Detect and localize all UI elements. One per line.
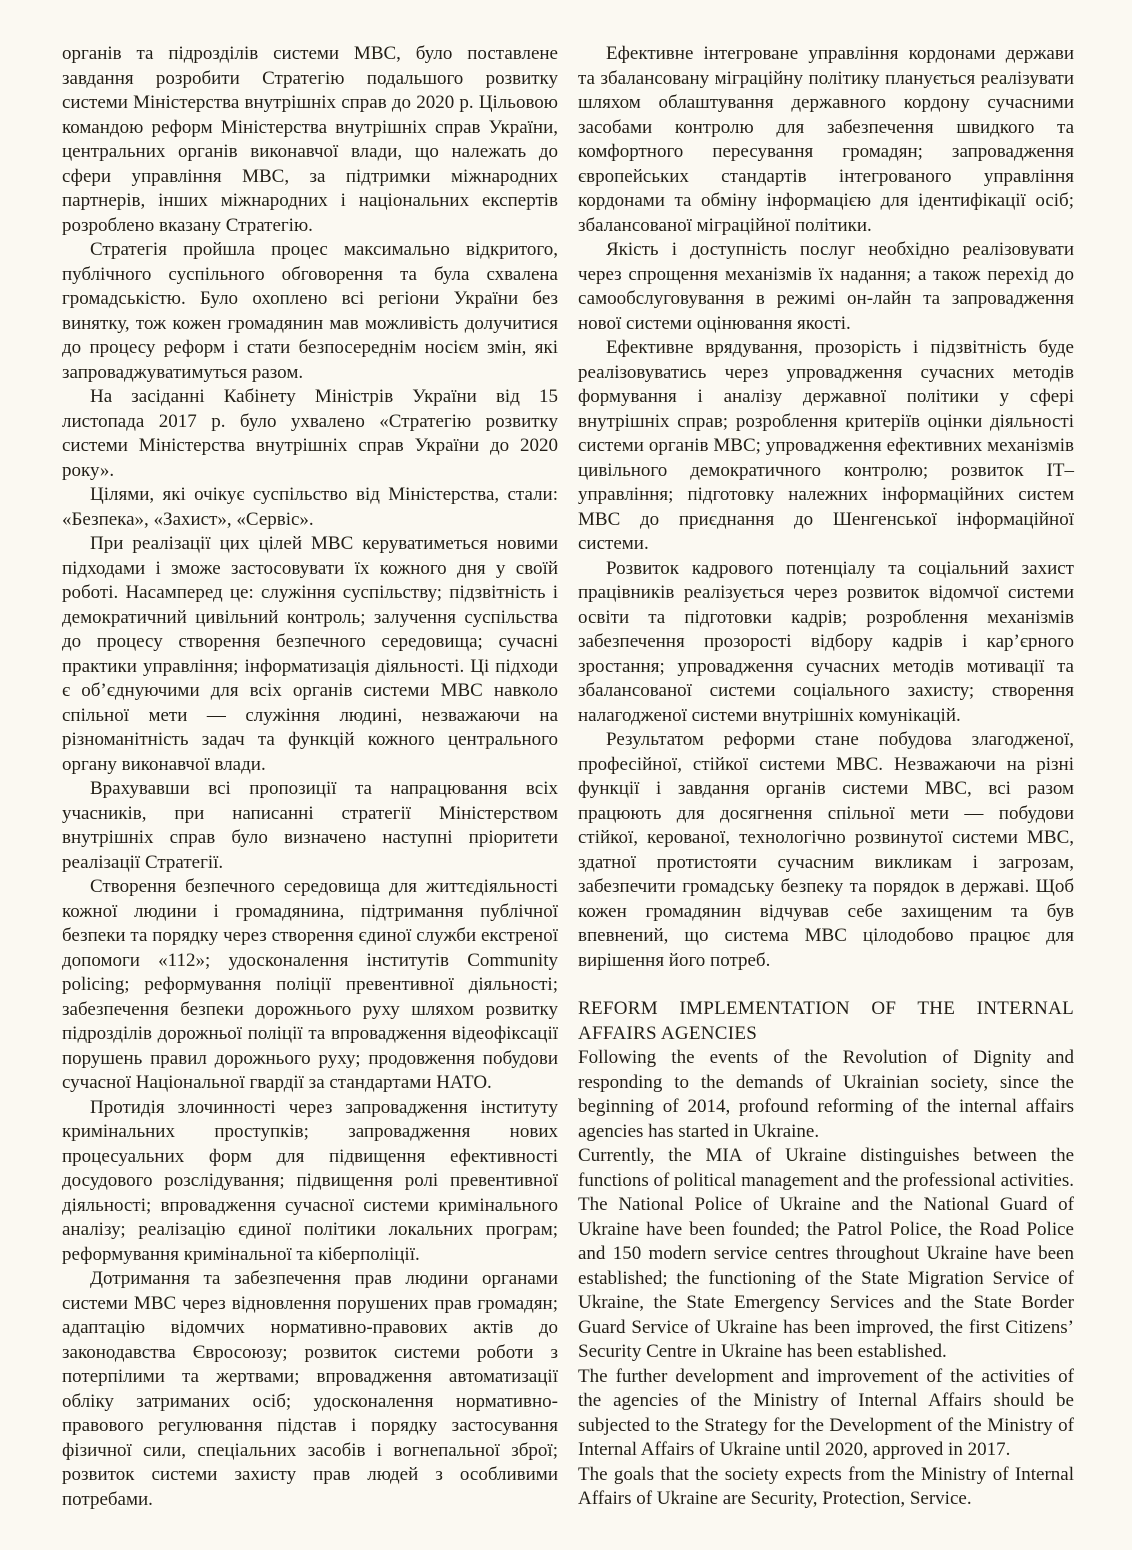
paragraph: Стратегія пройшла процес максимально відкритого, публічного суспільного обговорення та була схвалена громадськістю. Було охоплено всі регіони України без винятку, тож кожен громадянин мав можливість долучитися до процесу реформ і стати безпосереднім носієм змін, які запроваджуватимуться разом.	[62, 239, 558, 383]
paragraph: Currently, the MIA of Ukraine distinguishes between the functions of political management and the professional activities. The National Police of Ukraine and the National Guard of Ukraine have been founded; the Patrol Police, the Road Police and 150 modern service centres throughout Ukraine have been established; the functioning of the State Migration Service of Ukraine, the State Emergency Services and the State Border Guard Service of Ukraine has been improved, the first Citizens’ Security Centre in Ukraine has been established.	[578, 1145, 1074, 1362]
paragraph: Врахувавши всі пропозиції та напрацювання всіх учасників, при написанні стратегії Міністерством внутрішніх справ було визначено наступні пріоритети реалізації Стратегії.	[62, 778, 558, 873]
paragraph: Розвиток кадрового потенціалу та соціальний захист працівників реалізується через розвиток відомчої системи освіти та підготовки кадрів; розроблення механізмів забезпечення прозорості відбору кадрів і кар’єрного зростання; упровадження сучасних методів мотивації та збалансованої системи соціального захисту; створення налагодженої системи внутрішніх комунікацій.	[578, 557, 1074, 726]
paragraph: Дотримання та забезпечення прав людини органами системи МВС через відновлення порушених прав громадян; адаптацію відомчих нормативно-правових актів до законодавства Євросоюзу; розвиток системи роботи з потерпілими та жертвами; впровадження автоматизації обліку затриманих осіб; удосконалення нормативно-правового регулювання підстав і порядку застосування фізичної сили, спеціальних засобів і вогнепальної зброї; розвиток системи захисту прав людей з особливими потребами.	[62, 1268, 558, 1510]
paragraph: Ефективне інтегроване управління кордонами держави та збалансовану міграційну політику планується реалізувати шляхом облаштування державного кордону сучасними засобами контролю для забезпечення швидкого та комфортного пересування громадян; запровадження європейських стандартів інтегрованого управління кордонами та обміну інформацією для ідентифікації осіб; збалансованої міграційної політики.	[578, 43, 1074, 236]
paragraph: The goals that the society expects from the Ministry of Internal Affairs of Ukraine are Security, Protection, Service.	[578, 1463, 1074, 1509]
paragraph: The further development and improvement of the activities of the agencies of the Ministry of Internal Affairs should be subjected to the Strategy for the Development of the Ministry of Internal Affairs of Ukraine until 2020, approved in 2017.	[578, 1365, 1074, 1460]
right-column	[578, 42, 1074, 1550]
left-column	[62, 42, 558, 1550]
paragraph: Якість і доступність послуг необхідно реалізовувати через спрощення механізмів їх надання; а також перехід до самообслуговування в режимі он-лайн та запровадження нової системи оцінювання якості.	[578, 239, 1074, 334]
paragraph: Протидія злочинності через запровадження інституту кримінальних проступків; запровадження нових процесуальних форм для підвищення ефективності досудового розслідування; підвищення ролі превентивної діяльності; впровадження сучасної системи кримінального аналізу; реалізацію єдиної політики локальних програм; реформування кримінальної та кіберполіції.	[62, 1096, 558, 1265]
paragraph: Цілями, які очікує суспільство від Міністерства, стали: «Безпека», «Захист», «Сервіс».	[62, 484, 558, 530]
paragraph: Following the events of the Revolution of Dignity and responding to the demands of Ukrainian society, since the beginning of 2014, profound reforming of the internal affairs agencies has started in Ukraine.	[578, 1047, 1074, 1142]
paragraph: Створення безпечного середовища для життєдіяльності кожної людини і громадянина, підтримання публічної безпеки та порядку через створення єдиної служби екстреної допомоги «112»; удосконалення інститутів Community policing; реформування поліції превентивної діяльності; забезпечення безпеки дорожнього руху шляхом розвитку підрозділів дорожньої поліції та впровадження відеофіксації порушень правил дорожнього руху; продовження побудови сучасної Національної гвардії за стандартами НАТО.	[62, 876, 558, 1093]
section-heading: REFORM IMPLEMENTATION OF THE INTERNAL AFFAIRS AGENCIES	[578, 998, 1074, 1044]
paragraph: Результатом реформи стане побудова злагодженої, професійної, стійкої системи МВС. Незважаючи на різні функції і завдання органів системи МВС, всі разом працюють для досягнення спільної мети — побудови стійкої, керованої, технологічно розвинутої системи МВС, здатної протистояти сучасним викликам і загрозам, забезпечити громадську безпеку та порядок в державі. Щоб кожен громадянин відчував себе захищеним та був впевнений, що система МВС цілодобово працює для вирішення його потреб.	[578, 729, 1074, 971]
paragraph: При реалізації цих цілей МВС керуватиметься новими підходами і зможе застосовувати їх кожного дня у своїй роботі. Насамперед це: служіння суспільству; підзвітність і демократичний цивільний контроль; залучення суспільства до процесу створення безпечного середовища; сучасні практики управління; інформатизація діяльності. Ці підходи є об’єднуючими для всіх органів системи МВС навколо спільної мети — служіння людині, незважаючи на різноманітність задач та функцій кожного центрального органу виконавчої влади.	[62, 533, 558, 775]
paragraph: Ефективне врядування, прозорість і підзвітність буде реалізовуватись через упровадження сучасних методів формування і аналізу державної політики у сфері внутрішніх справ; розроблення критеріїв оцінки діяльності системи органів МВС; упровадження ефективних механізмів цивільного демократичного контролю; розвиток ІТ–управління; підготовку належних інформаційних систем МВС до приєднання до Шенгенської інформаційної системи.	[578, 337, 1074, 554]
paragraph: На засіданні Кабінету Міністрів України від 15 листопада 2017 р. було ухвалено «Стратегію розвитку системи Міністерства внутрішніх справ України до 2020 року».	[62, 386, 558, 481]
paragraph-continuation: органів та підрозділів системи МВС, було поставлене завдання розробити Стратегію подальшого розвитку системи Міністерства внутрішніх справ до 2020 р. Цільовою командою реформ Міністерства внутрішніх справ України, центральних органів виконавчої влади, що належать до сфери управління МВС, за підтримки міжнародних партнерів, інших міжнародних і національних експертів розроблено вказану Стратегію.	[62, 43, 558, 236]
